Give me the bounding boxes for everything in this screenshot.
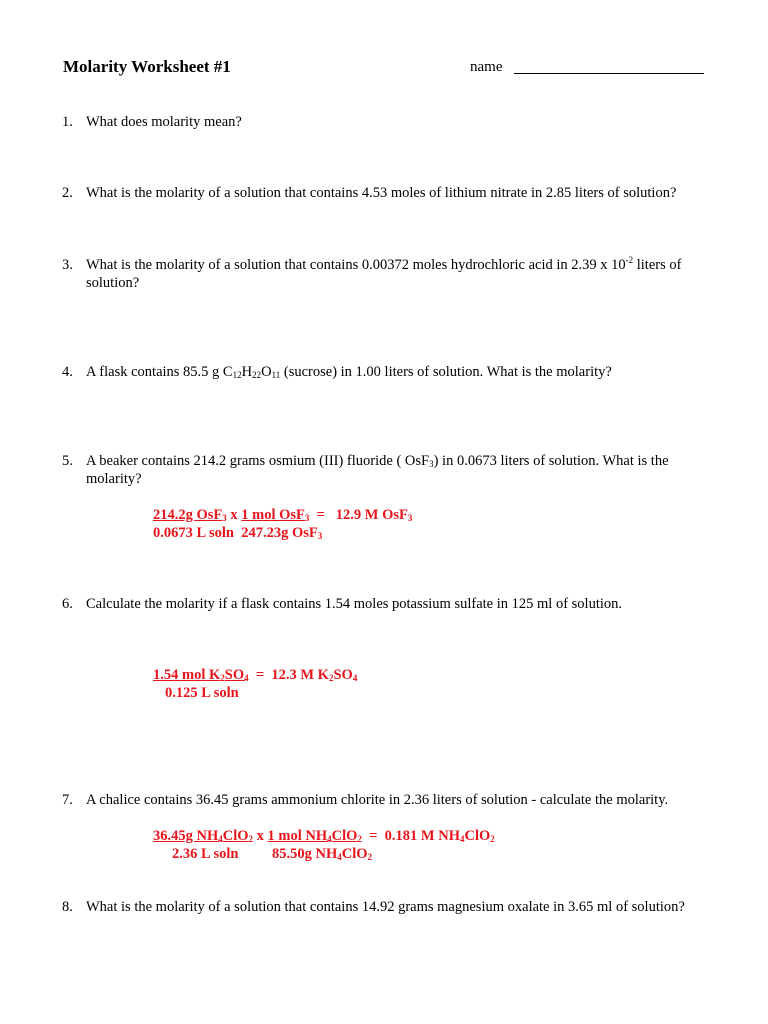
answer-6-numerator	[153, 666, 357, 684]
subscript: 4	[352, 673, 358, 683]
subscript: 3	[317, 531, 323, 541]
subscript: 2	[357, 834, 362, 844]
subscript: 22	[252, 370, 262, 380]
answer-text: 85.50g NH	[272, 846, 338, 862]
question-number: 5.	[62, 453, 73, 469]
subscript: 2	[367, 852, 373, 862]
answer-term	[153, 828, 253, 844]
answer-text: 36.45g NH	[153, 828, 219, 844]
question-number: 4.	[62, 364, 73, 380]
answer-term	[153, 507, 227, 523]
answer-term	[268, 828, 362, 844]
answer-text: 1 mol OsF	[241, 507, 305, 523]
question-text-part: liters of solution?	[86, 257, 682, 291]
question-text-part: A beaker contains 214.2 grams osmium (III) fluoride ( OsF	[86, 453, 430, 469]
element-symbol: H	[241, 364, 253, 380]
answer-7-denominator-1: 2.36 L soln	[172, 846, 239, 862]
subscript: 4	[337, 852, 342, 862]
answer-5-numerator	[153, 506, 412, 524]
answer-term	[241, 507, 309, 523]
answer-text: ClO	[341, 846, 368, 862]
subscript: 4	[327, 834, 332, 844]
subscript: 12	[232, 370, 242, 380]
question-text	[86, 452, 711, 488]
question-text-part: ) in 0.0673 liters of solution. What is the molarity?	[86, 453, 669, 487]
page-title: Molarity Worksheet #1	[63, 57, 231, 76]
subscript: 3	[222, 513, 227, 523]
answer-text: ClO	[464, 828, 491, 844]
question-number: 2.	[62, 185, 73, 201]
question-text-part: A flask contains 85.5 g C	[86, 364, 233, 380]
subscript: 3	[407, 513, 413, 523]
answer-result: = 12.9 M OsF	[309, 507, 408, 523]
name-blank-line	[514, 73, 704, 74]
question-text	[86, 256, 711, 292]
question-text-part: (sucrose) in 1.00 liters of solution. What is the molarity?	[280, 364, 612, 380]
subscript: 2	[490, 834, 495, 844]
question-text	[86, 363, 711, 381]
question-number: 7.	[62, 792, 73, 808]
question-text: What does molarity mean?	[86, 114, 242, 130]
subscript: 2	[328, 673, 334, 683]
answer-text: 214.2g OsF	[153, 507, 223, 523]
subscript: 4	[460, 834, 465, 844]
answer-text: ClO	[331, 828, 358, 844]
subscript: 11	[271, 370, 281, 380]
answer-text: 1.54 mol K	[153, 667, 221, 683]
multiply-sign: x	[253, 828, 268, 844]
question-text-part: What is the molarity of a solution that contains 0.00372 moles hydrochloric acid in 2.39 x 10	[86, 257, 626, 273]
answer-text: 247.23g OsF	[233, 525, 318, 541]
exponent: -2	[625, 255, 634, 265]
answer-text: 0.0673 L soln	[153, 525, 234, 541]
answer-5-denominator	[153, 524, 322, 542]
question-number: 3.	[62, 257, 73, 273]
question-text: Calculate the molarity if a flask contains 1.54 moles potassium sulfate in 125 ml of solution.	[86, 596, 623, 612]
answer-result: = 12.3 M K	[248, 667, 329, 683]
element-symbol: O	[261, 364, 272, 380]
answer-text: SO	[224, 667, 245, 683]
subscript: 4	[218, 834, 223, 844]
question-number: 6.	[62, 596, 73, 612]
name-label: name	[470, 59, 503, 75]
answer-7-numerator	[153, 827, 495, 845]
question-number: 1.	[62, 114, 73, 130]
multiply-sign: x	[226, 507, 242, 523]
answer-text: ClO	[222, 828, 249, 844]
answer-text: SO	[333, 667, 353, 683]
subscript: 3	[429, 459, 434, 469]
subscript: 2	[220, 673, 225, 683]
answer-7-denominator-2	[272, 845, 372, 863]
question-number: 8.	[62, 899, 73, 915]
question-text: What is the molarity of a solution that contains 4.53 moles of lithium nitrate in 2.85 liters of solution?	[86, 185, 677, 201]
question-text: What is the molarity of a solution that contains 14.92 grams magnesium oxalate in 3.65 ml of solution?	[86, 899, 685, 915]
subscript: 2	[248, 834, 254, 844]
answer-text: 1 mol NH	[267, 828, 328, 844]
answer-result: = 0.181 M NH	[361, 828, 460, 844]
answer-term	[153, 667, 249, 683]
answer-6-denominator: 0.125 L soln	[165, 685, 239, 701]
subscript: 3	[304, 513, 310, 523]
subscript: 4	[244, 673, 249, 683]
question-text: A chalice contains 36.45 grams ammonium chlorite in 2.36 liters of solution - calculate the molarity.	[86, 792, 669, 808]
